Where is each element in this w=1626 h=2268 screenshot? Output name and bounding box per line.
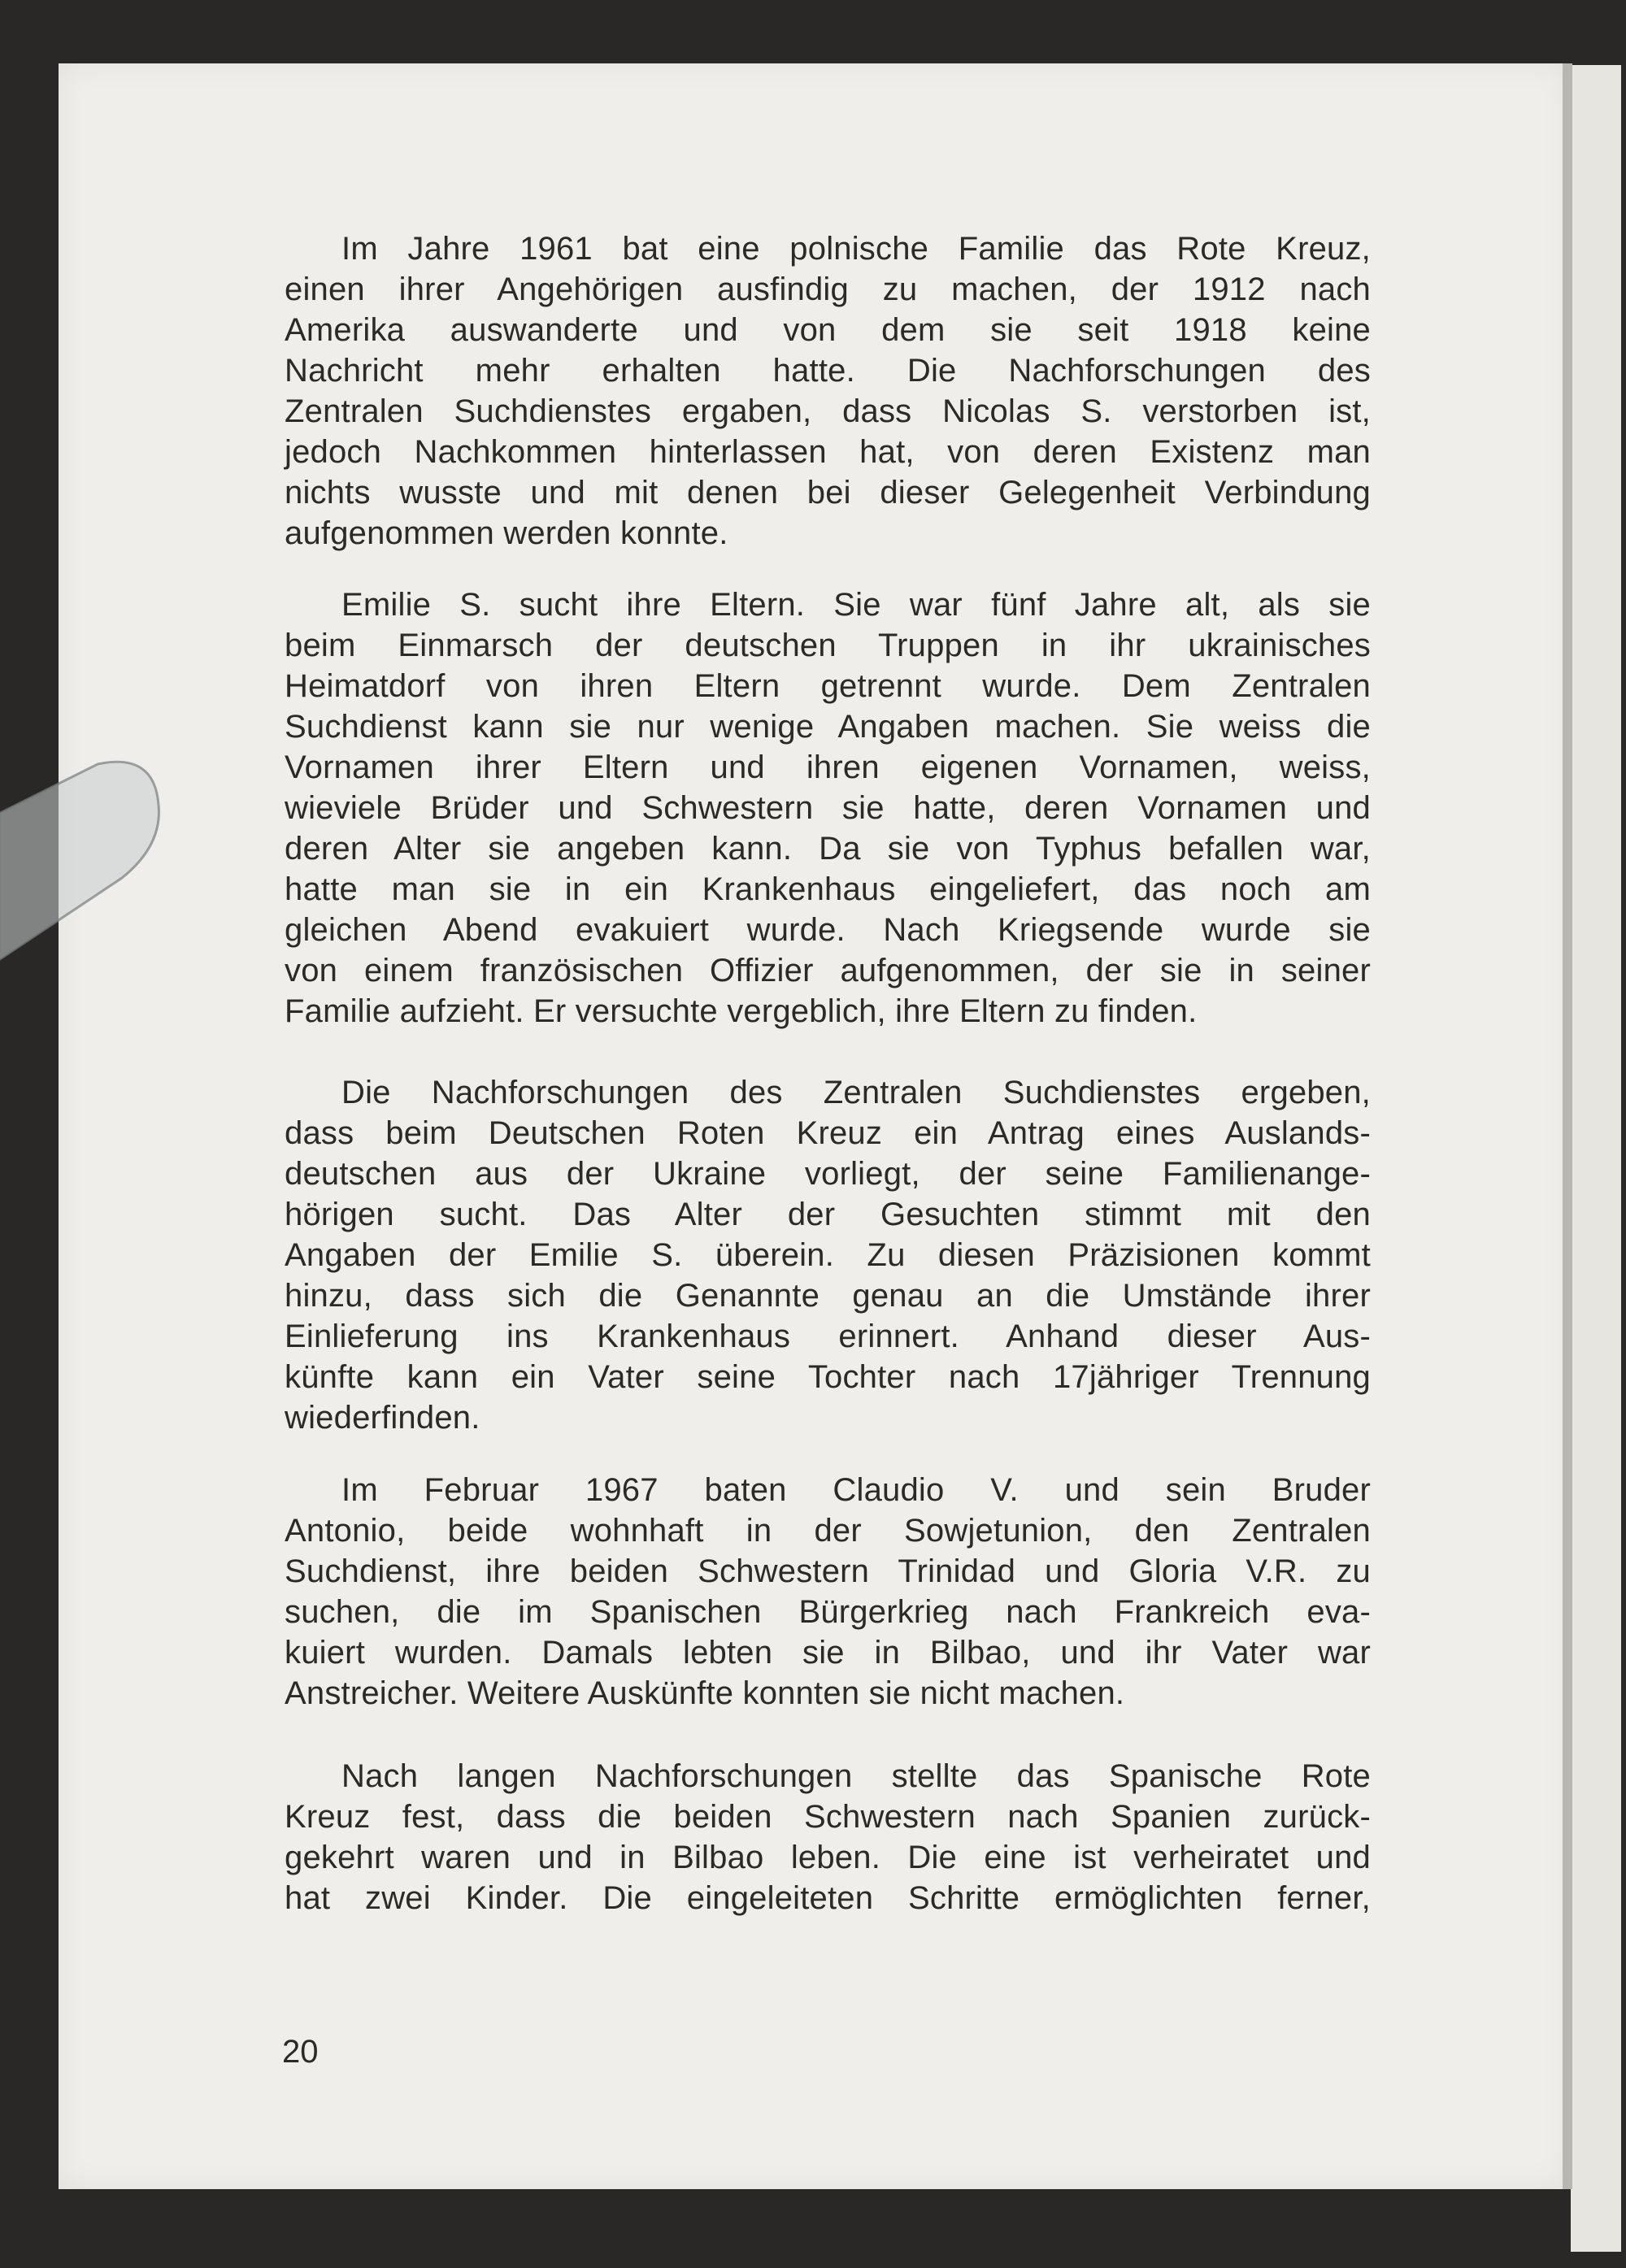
plastic-clip-icon	[0, 756, 171, 967]
paragraph-5	[285, 1756, 1371, 1918]
paragraph-3	[285, 1072, 1371, 1438]
text-line: dass beim Deutschen Roten Kreuz ein Antrag eines Auslands-	[285, 1115, 1371, 1151]
text-line: Die Nachforschungen des Zentralen Suchdienstes ergeben,	[341, 1075, 1371, 1110]
text-line: kuiert wurden. Damals lebten sie in Bilbao, und ihr Vater war	[285, 1635, 1371, 1671]
text-line: Kreuz fest, dass die beiden Schwestern nach Spanien zurück-	[285, 1799, 1371, 1835]
text-line: einen ihrer Angehörigen ausfindig zu machen, der 1912 nach	[285, 272, 1371, 307]
text-line: aufgenommen werden konnte.	[285, 515, 728, 551]
next-page-edge	[1571, 65, 1621, 2252]
text-line: jedoch Nachkommen hinterlassen hat, von deren Existenz man	[285, 434, 1371, 470]
paragraph-4	[285, 1470, 1371, 1714]
text-line: wiederfinden.	[285, 1400, 480, 1436]
page-number: 20	[282, 2034, 319, 2070]
text-line: von einem französischen Offizier aufgenommen, der sie in seiner	[285, 953, 1371, 988]
text-line: nichts wusste und mit denen bei dieser Gelegenheit Verbindung	[285, 475, 1371, 511]
text-line: Angaben der Emilie S. überein. Zu diesen Präzisionen kommt	[285, 1237, 1371, 1273]
text-line: Im Februar 1967 baten Claudio V. und sein Bruder	[341, 1472, 1371, 1508]
text-line: Antonio, beide wohnhaft in der Sowjetunion, den Zentralen	[285, 1513, 1371, 1549]
text-line: hat zwei Kinder. Die eingeleiteten Schritte ermöglichten ferner,	[285, 1880, 1371, 1916]
text-line: Emilie S. sucht ihre Eltern. Sie war fünf Jahre alt, als sie	[341, 587, 1371, 623]
text-line: beim Einmarsch der deutschen Truppen in ihr ukrainisches	[285, 628, 1371, 663]
text-line: Zentralen Suchdienstes ergaben, dass Nicolas S. verstorben ist,	[285, 393, 1371, 429]
text-line: hörigen sucht. Das Alter der Gesuchten stimmt mit den	[285, 1197, 1371, 1232]
text-line: Anstreicher. Weitere Auskünfte konnten sie nicht machen.	[285, 1675, 1125, 1711]
text-line: Amerika auswanderte und von dem sie seit 1918 keine	[285, 312, 1371, 348]
paragraph-2	[285, 584, 1371, 1032]
page-gutter	[1563, 63, 1572, 2189]
paragraph-1	[285, 228, 1371, 554]
text-line: Familie aufzieht. Er versuchte vergeblich, ihre Eltern zu finden.	[285, 993, 1198, 1029]
text-line: Einlieferung ins Krankenhaus erinnert. Anhand dieser Aus-	[285, 1319, 1371, 1354]
text-line: Suchdienst kann sie nur wenige Angaben machen. Sie weiss die	[285, 709, 1371, 745]
text-line: hatte man sie in ein Krankenhaus eingeliefert, das noch am	[285, 871, 1371, 907]
text-line: deutschen aus der Ukraine vorliegt, der seine Familienange-	[285, 1156, 1371, 1192]
text-line: gleichen Abend evakuiert wurde. Nach Kriegsende wurde sie	[285, 912, 1371, 948]
text-line: gekehrt waren und in Bilbao leben. Die eine ist verheiratet und	[285, 1840, 1371, 1875]
text-line: Suchdienst, ihre beiden Schwestern Trinidad und Gloria V.R. zu	[285, 1553, 1371, 1589]
text-line: Im Jahre 1961 bat eine polnische Familie das Rote Kreuz,	[341, 231, 1371, 267]
text-line: wieviele Brüder und Schwestern sie hatte, deren Vornamen und	[285, 790, 1371, 826]
text-line: künfte kann ein Vater seine Tochter nach 17jähriger Trennung	[285, 1359, 1371, 1395]
text-line: deren Alter sie angeben kann. Da sie von Typhus befallen war,	[285, 831, 1371, 867]
text-line: Vornamen ihrer Eltern und ihren eigenen Vornamen, weiss,	[285, 749, 1371, 785]
text-line: Nach langen Nachforschungen stellte das Spanische Rote	[341, 1758, 1371, 1794]
text-line: suchen, die im Spanischen Bürgerkrieg nach Frankreich eva-	[285, 1594, 1371, 1630]
text-line: Heimatdorf von ihren Eltern getrennt wurde. Dem Zentralen	[285, 668, 1371, 704]
text-line: hinzu, dass sich die Genannte genau an die Umstände ihrer	[285, 1278, 1371, 1314]
text-line: Nachricht mehr erhalten hatte. Die Nachforschungen des	[285, 353, 1371, 389]
